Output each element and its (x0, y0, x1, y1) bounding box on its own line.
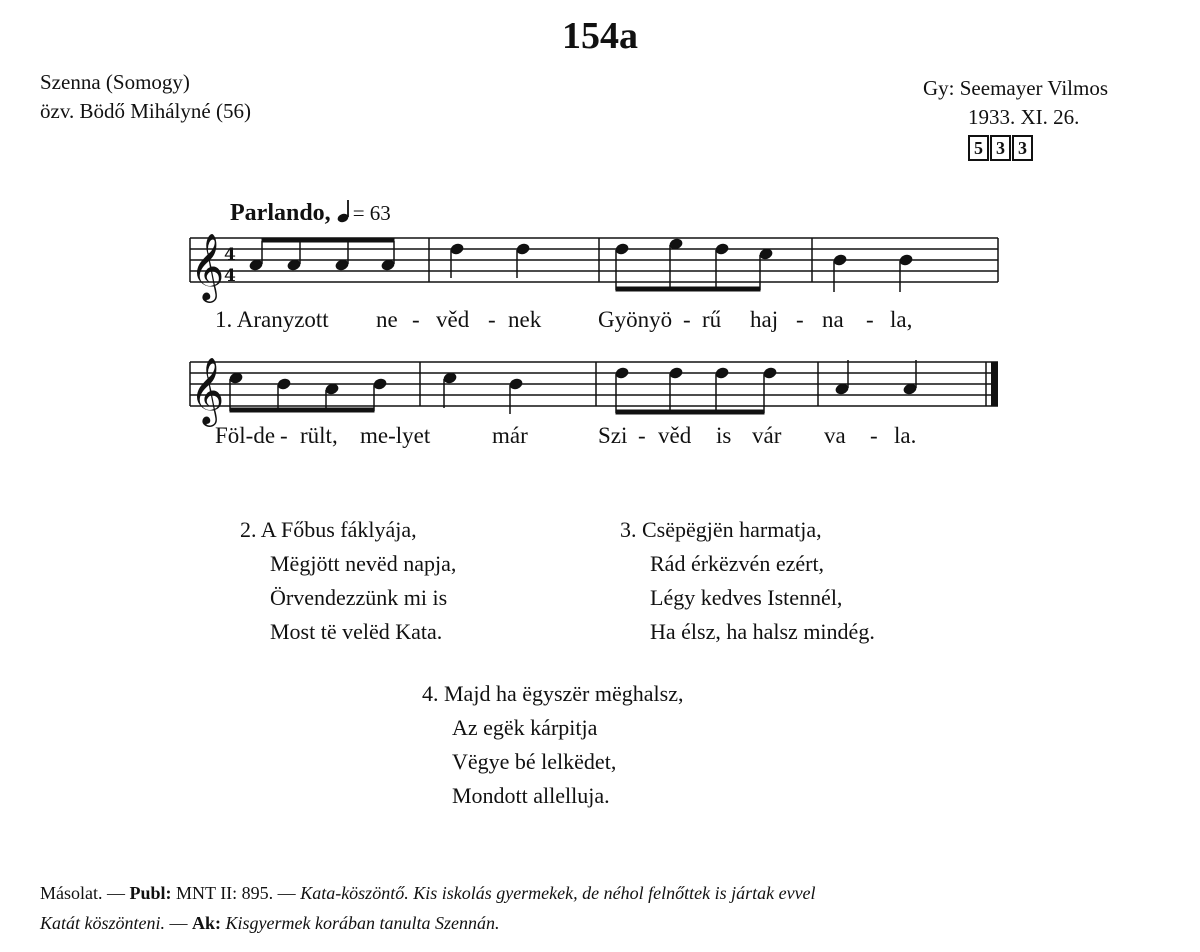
lyric-word: věd (436, 307, 470, 332)
lyric-word: va (824, 423, 846, 448)
footnote-italic: Kata-köszöntő. Kis iskolás gyermekek, de néhol felnőttek is jártak evvel (300, 883, 816, 903)
lyric-word: rült, (300, 423, 338, 448)
lyric-word: már (492, 423, 528, 448)
lyric-word: - (683, 307, 691, 332)
time-sig-top: 4 (224, 245, 236, 265)
lyric-word: haj (750, 307, 779, 332)
publ-label: Publ: (129, 883, 172, 903)
staff-1 (190, 238, 998, 282)
verse-3 (620, 513, 875, 649)
verse-line: Ha élsz, ha halsz mindég. (650, 619, 875, 644)
tempo-label: Parlando, (230, 200, 331, 226)
publ-value: MNT II: 895. — (171, 883, 301, 903)
lyric-word: rű (702, 307, 722, 332)
footnote-text: Másolat. — (40, 883, 130, 903)
verse-line: Csëpëgjën harmatja, (642, 517, 822, 542)
lyric-word: nek (508, 307, 542, 332)
lyric-word: Gyönyö (598, 307, 673, 332)
lyric-word: Szi (598, 423, 628, 448)
date: 1933. XI. 26. (968, 105, 1080, 129)
verse-line: Most të velëd Kata. (270, 619, 443, 644)
verse-number: 2. (240, 517, 257, 542)
page-title: 154a (562, 15, 638, 57)
verse-line: Örvendezzünk mi is (270, 585, 448, 610)
lyric-word: na (822, 307, 844, 332)
footnote-italic: Katát köszönteni. (40, 913, 165, 933)
ak-label: Ak: (192, 913, 222, 933)
singer: özv. Bödő Mihályné (56) (40, 99, 251, 123)
footnote (40, 878, 816, 938)
collector: Gy: Seemayer Vilmos (923, 76, 1108, 100)
staff-2 (190, 362, 998, 406)
footnote-italic: Kisgyermek korában tanulta Szennán. (221, 913, 500, 933)
verse-line: Az egëk kárpitja (452, 715, 598, 740)
verse-line: Mëgjött nevëd napja, (270, 551, 457, 576)
lyric-word: la. (894, 423, 917, 448)
verse-line: Majd ha ëgyszër mëghalsz, (444, 681, 684, 706)
verse-number: 4. (422, 681, 439, 706)
lyric-word: 1. Aranyzott (215, 307, 329, 332)
lyric-word: - (412, 307, 420, 332)
verse-line: Vëgye bé lelkëdet, (452, 749, 617, 774)
code-box: 5 (968, 135, 989, 161)
lyric-word: - (796, 307, 804, 332)
lyric-word: - (638, 423, 646, 448)
verse-line: Légy kedves Istennél, (650, 585, 843, 610)
lyric-word: - (870, 423, 878, 448)
lyric-word: vár (752, 423, 782, 448)
footnote-sep: — (165, 913, 192, 933)
verse-line: Rád érkëzvén ezért, (650, 551, 825, 576)
treble-clef-icon: 𝄞 (190, 356, 225, 424)
code-box: 3 (990, 135, 1011, 161)
lyric-word: - (488, 307, 496, 332)
verse-line: Mondott allelluja. (452, 783, 610, 808)
lyric-word: me-lyet (360, 423, 431, 448)
place: Szenna (Somogy) (40, 70, 190, 94)
final-barline (991, 362, 998, 406)
verse-2 (240, 513, 456, 649)
lyric-word: is (716, 423, 732, 448)
time-sig-bottom: 4 (224, 266, 236, 286)
tempo-value: = 63 (352, 201, 391, 225)
lyric-word: Föl-de (215, 423, 276, 448)
lyric-word: - (866, 307, 874, 332)
treble-clef-icon: 𝄞 (190, 232, 225, 300)
lyric-word: - (280, 423, 288, 448)
lyric-word: věd (658, 423, 692, 448)
lyric-word: la, (890, 307, 913, 332)
verse-line: A Főbus fáklyája, (260, 517, 417, 542)
lyric-word: ne (376, 307, 398, 332)
code-box: 3 (1012, 135, 1033, 161)
verse-4 (422, 677, 683, 813)
verse-number: 3. (620, 517, 637, 542)
